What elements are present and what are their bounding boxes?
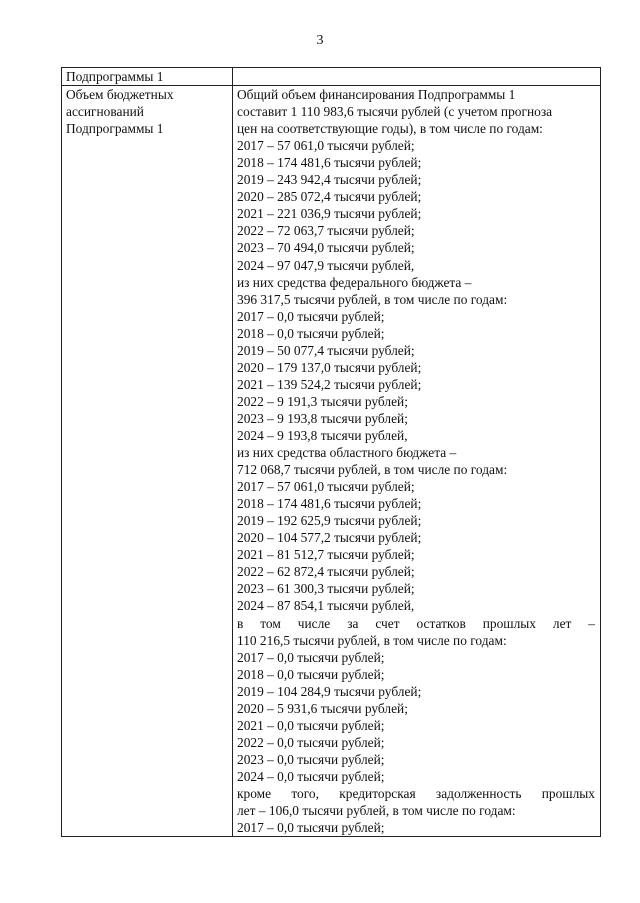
text-line: 2024 – 97 047,9 тысячи рублей, <box>237 257 415 273</box>
label-line: Объем бюджетных <box>66 87 174 103</box>
text-line: 2021 – 221 036,9 тысячи рублей; <box>237 206 422 222</box>
text-line: в том числе за счет остатков прошлых лет – <box>237 615 595 631</box>
text-line: 2022 – 9 191,3 тысячи рублей; <box>237 393 408 409</box>
text-line: 110 216,5 тысячи рублей, в том числе по годам: <box>237 632 507 648</box>
text-line: кроме того, кредиторская задолженность прошлых <box>237 785 595 801</box>
table-header-row <box>62 68 601 86</box>
text-line: 2023 – 61 300,3 тысячи рублей; <box>237 581 415 597</box>
text-line: 2020 – 5 931,6 тысячи рублей; <box>237 700 408 716</box>
label-line: ассигнований <box>66 104 144 120</box>
header-cell-left: Подпрограммы 1 <box>62 68 233 86</box>
text-line: 2017 – 57 061,0 тысячи рублей; <box>237 138 415 154</box>
text-line: 2018 – 0,0 тысячи рублей; <box>237 325 385 341</box>
text-line: 2023 – 70 494,0 тысячи рублей; <box>237 240 415 256</box>
text-line: 2024 – 87 854,1 тысячи рублей, <box>237 598 415 614</box>
label-line: Подпрограммы 1 <box>66 121 164 137</box>
text-line: 2022 – 0,0 тысячи рублей; <box>237 734 385 750</box>
text-line: 2017 – 0,0 тысячи рублей; <box>237 649 385 665</box>
text-line: 2022 – 72 063,7 тысячи рублей; <box>237 223 415 239</box>
text-line: 2021 – 81 512,7 тысячи рублей; <box>237 547 415 563</box>
text-line: 2019 – 104 284,9 тысячи рублей; <box>237 683 422 699</box>
page-number: 3 <box>316 33 324 48</box>
text-line: 2018 – 0,0 тысячи рублей; <box>237 666 385 682</box>
content-cell <box>233 86 601 837</box>
table-row <box>62 86 601 837</box>
text-line: 2020 – 285 072,4 тысячи рублей; <box>237 189 422 205</box>
text-line: 2023 – 9 193,8 тысячи рублей; <box>237 410 408 426</box>
text-line: 2019 – 243 942,4 тысячи рублей; <box>237 172 422 188</box>
text-line: 2024 – 0,0 тысячи рублей; <box>237 768 385 784</box>
text-line: из них средства федерального бюджета – <box>237 274 472 290</box>
text-line: 2021 – 139 524,2 тысячи рублей; <box>237 376 422 392</box>
text-line: лет – 106,0 тысячи рублей, в том числе по годам: <box>237 803 516 819</box>
text-line: Общий объем финансирования Подпрограммы 1 <box>237 87 516 103</box>
text-line: цен на соответствующие годы), в том числе по годам: <box>237 121 543 137</box>
text-line: 2017 – 0,0 тысячи рублей; <box>237 308 385 324</box>
text-line: 2022 – 62 872,4 тысячи рублей; <box>237 564 415 580</box>
text-line: 2018 – 174 481,6 тысячи рублей; <box>237 496 422 512</box>
text-line: 2019 – 192 625,9 тысячи рублей; <box>237 513 422 529</box>
label-cell <box>62 86 233 837</box>
text-line: 712 068,7 тысячи рублей, в том числе по годам: <box>237 462 508 478</box>
text-line: 2023 – 0,0 тысячи рублей; <box>237 751 385 767</box>
text-line: 2020 – 104 577,2 тысячи рублей; <box>237 530 422 546</box>
text-line: 396 317,5 тысячи рублей, в том числе по годам: <box>237 291 508 307</box>
text-line: 2017 – 0,0 тысячи рублей; <box>237 820 385 836</box>
text-line: 2021 – 0,0 тысячи рублей; <box>237 717 385 733</box>
text-line: из них средства областного бюджета – <box>237 445 457 461</box>
header-cell-right <box>233 68 601 86</box>
text-line: 2017 – 57 061,0 тысячи рублей; <box>237 479 415 495</box>
text-line: составит 1 110 983,6 тысячи рублей (с учетом прогноза <box>237 104 553 120</box>
text-line: 2020 – 179 137,0 тысячи рублей; <box>237 359 422 375</box>
text-line: 2024 – 9 193,8 тысячи рублей, <box>237 427 408 443</box>
text-line: 2019 – 50 077,4 тысячи рублей; <box>237 342 415 358</box>
text-line: 2018 – 174 481,6 тысячи рублей; <box>237 155 422 171</box>
budget-table <box>61 67 601 837</box>
